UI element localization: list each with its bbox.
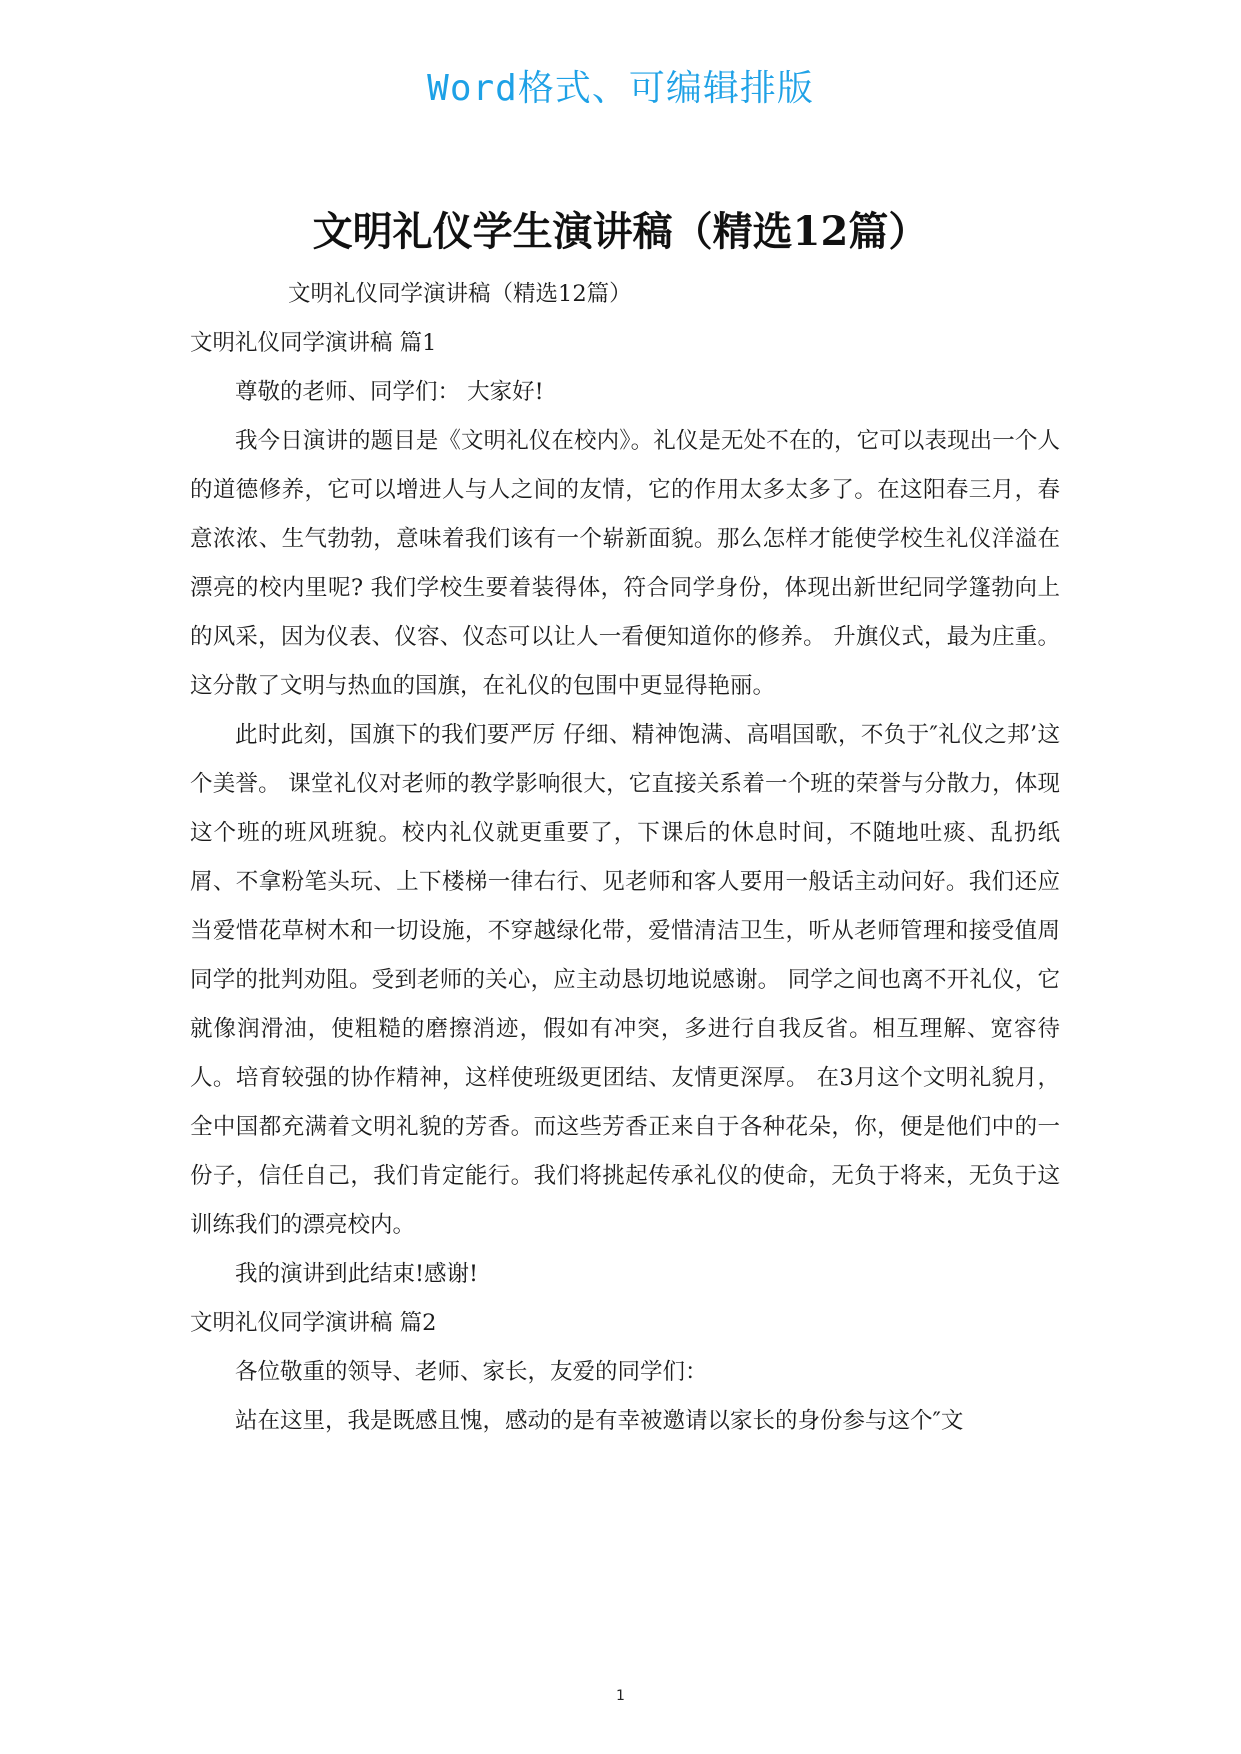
section1-paragraph-2: 此时此刻，国旗下的我们要严厉 仔细、精神饱满、高唱国歌，不负于″礼仪之邦’这个美誉。 课堂礼仪对老师的教学影响很大，它直接关系着一个班的荣誉与分散力，体现这个班的班风班貌。校内礼仪就更重要了，下课后的休息时间，不随地吐痰、乱扔纸屑、不拿粉笔头玩、上下楼梯一律右行、见老师和客人要用一般话主动问好。我们还应当爱惜花草树木和一切设施，不穿越绿化带，爱惜清洁卫生，听从老师管理和接受值周同学的批判劝阻。受到老师的关心，应主动恳切地说感谢。 同学之间也离不开礼仪，它就像润滑油，使粗糙的磨擦消迹，假如有冲突，多进行自我反省。相互理解、宽容待人。培育较强的协作精神，这样使班级更团结、友情更深厚。 在3月这个文明礼貌月，全中国都充满着文明礼貌的芳香。而这些芳香正来自于各种花朵，你，便是他们中的一份子，信任自己，我们肯定能行。我们将挑起传承礼仪的使命，无负于将来，无负于这训练我们的漂亮校内。 [190,722,1060,1238]
section1-greeting: 尊敬的老师、同学们： 大家好! [235,379,544,405]
section-heading-1: 文明礼仪同学演讲稿 篇1 [190,330,437,356]
section1-closing: 我的演讲到此结束!感谢! [235,1261,479,1287]
page-number: 1 [616,1688,625,1704]
section2-paragraph-1: 站在这里，我是既感且愧，感动的是有幸被邀请以家长的身份参与这个″文 [235,1408,964,1434]
section2-greeting: 各位敬重的领导、老师、家长，友爱的同学们： [235,1359,708,1385]
document-body [190,270,1060,1446]
section1-paragraph-1: 我今日演讲的题目是《文明礼仪在校内》。礼仪是无处不在的，它可以表现出一个人的道德修养，它可以增进人与人之间的友情，它的作用太多太多了。在这阳春三月，春意浓浓、生气勃勃，意味着我们该有一个崭新面貌。那么怎样才能使学校生礼仪洋溢在漂亮的校内里呢? 我们学校生要着装得体，符合同学身份，体现出新世纪同学篷勃向上的风采，因为仪表、仪容、仪态可以让人一看便知道你的修养。 升旗仪式，最为庄重。这分散了文明与热血的国旗，在礼仪的包围中更显得艳丽。 [190,428,1060,699]
section-heading-2: 文明礼仪同学演讲稿 篇2 [190,1310,437,1336]
document-subtitle: 文明礼仪同学演讲稿（精选12篇） [288,281,632,307]
document-title: 文明礼仪学生演讲稿（精选12篇） [312,208,929,255]
format-banner: Word格式、可编辑排版 [427,68,814,109]
